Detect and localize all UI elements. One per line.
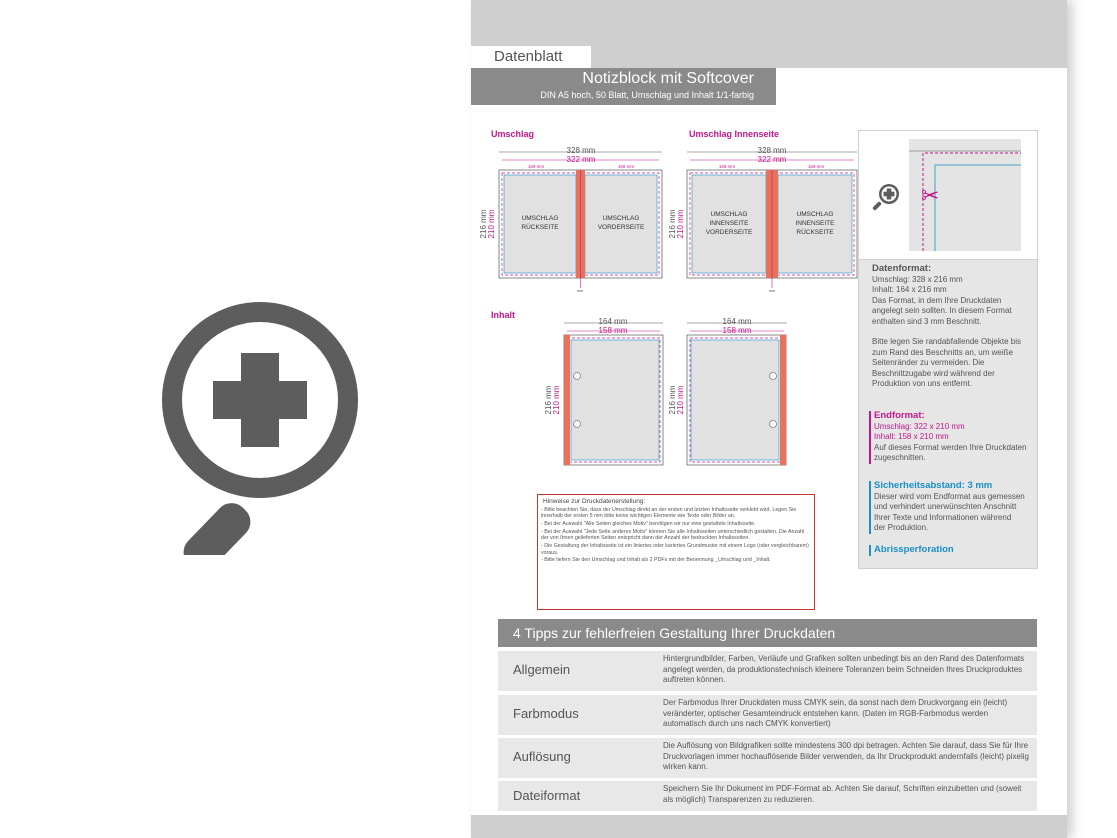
dim-216-inhalt-right: 216 mm: [668, 385, 677, 415]
tip-key: Dateiformat: [513, 788, 581, 803]
cover-back-line2: RÜCKSEITE: [521, 224, 559, 231]
dim-159-right: 159 mm: [617, 164, 635, 169]
tip-row: [498, 781, 1037, 811]
inhalt-label: Inhalt: [491, 310, 515, 320]
sicherheit-line: Ihrer Texte und Informationen während: [874, 512, 1012, 522]
dim-328-inner: 328 mm: [757, 146, 787, 155]
datasheet-tab: Datenblatt: [471, 46, 591, 68]
cover-front-line2: VORDERSEITE: [597, 224, 645, 231]
dim-322: 322 mm: [566, 155, 596, 164]
dim-216-inhalt-left: 216 mm: [544, 385, 553, 415]
tip-row: [498, 738, 1037, 778]
format-info-panel: [858, 130, 1038, 569]
dim-210-inhalt-right: 210 mm: [676, 385, 685, 415]
endformat-line: Umschlag: 322 x 210 mm: [874, 421, 965, 431]
hint-item: - Bei der Auswahl "Alle Seiten gleiches Motiv" benötigen wir nur eine gestaltete Inhaltsseite.: [541, 521, 756, 528]
endformat-line: Inhalt: 158 x 210 mm: [874, 432, 949, 441]
hint-item: - Bitte beachten Sie, dass der Umschlag direkt an der ersten und letzten Inhaltsseite verklebt wird. Legen Sie innerhalb der ersten 5 mm bitte keine wichtigen Elemente wie Texte oder Bilder an.: [541, 507, 797, 520]
tip-row: [498, 695, 1037, 735]
abriss-title: Abrissperforation: [874, 544, 954, 555]
inner-front-line2: INNENSEITE: [709, 220, 749, 227]
datasheet-page: [471, 0, 1067, 838]
hints-list: [541, 507, 809, 565]
endformat-title: Endformat:: [874, 410, 925, 421]
tips-header: 4 Tipps zur fehlerfreien Gestaltung Ihrer Druckdaten: [498, 619, 1037, 647]
datenformat-title: Datenformat:: [872, 263, 932, 274]
product-title: Notizblock mit Softcover: [582, 70, 754, 87]
inner-front-line1: UMSCHLAG: [710, 211, 748, 218]
bleed-line: Seitenränder zu vermeiden. Die: [872, 358, 985, 367]
title-bar: [471, 68, 776, 105]
dim-328: 328 mm: [566, 146, 596, 155]
hint-item: - Bei der Auswahl "Jede Seite anderes Motiv" können Sie alle Inhaltsseiten unterschiedlich gestalten. Die Anzahl der von Ihnen gelieferten Seiten entspricht dann der Anzahl der bedruckten Inhaltsseiten.: [541, 529, 805, 542]
zoom-small-icon[interactable]: [871, 181, 903, 213]
spine-mm-inner: mm: [768, 288, 776, 293]
dim-322-inner: 322 mm: [757, 155, 787, 164]
inner-back-line1: UMSCHLAG: [796, 211, 834, 218]
dim-159-inner-right: 159 mm: [807, 164, 825, 169]
zoom-in-icon[interactable]: [100, 255, 360, 555]
cover-back-line1: UMSCHLAG: [521, 215, 559, 222]
print-hints-box: [537, 494, 815, 610]
spine-mm: mm: [576, 288, 584, 293]
cover-outside-drawing: [479, 146, 662, 293]
dim-159-inner-left: 159 mm: [718, 164, 736, 169]
sicherheit-title: Sicherheitsabstand: 3 mm: [874, 480, 993, 491]
corner-preview: [859, 131, 1037, 260]
bleed-line: Beschnittzugabe wird während der: [872, 368, 995, 378]
tip-text: Speichern Sie Ihr Dokument im PDF-Format ab. Achten Sie darauf, Schriften einzubetten und (soweit als möglich) Transparenzen zu reduzieren.: [663, 784, 1022, 804]
dim-210: 210 mm: [487, 209, 496, 239]
page-top-band: [471, 0, 1067, 46]
dim-216-inner: 216 mm: [668, 209, 677, 239]
sicherheit-line: und verhindert unerwünschten Anschnitt: [874, 502, 1017, 511]
tab-divider: [591, 46, 1067, 68]
tip-key: Auflösung: [513, 749, 571, 764]
datenformat-line: Inhalt: 164 x 216 mm: [872, 285, 947, 294]
inhalt-page-right: [668, 317, 787, 465]
dim-159-left: 159 mm: [527, 164, 545, 169]
sicherheit-block: [869, 481, 1036, 534]
endformat-desc: Auf dieses Format werden Ihre Druckdaten: [874, 442, 1027, 452]
tip-text: Die Auflösung von Bildgrafiken sollte mindestens 300 dpi betragen. Achten Sie darauf, dass Sie für Ihre Druckvorlagen immer hochauflösende Bilder verwenden, da Ihr Druckprodukt andernfalls (leicht) pixelig wirken kann.: [663, 741, 1029, 771]
hint-item: - Bitte liefern Sie den Umschlag und Inhalt als 2 PDFs mit der Benennung _Umschlag und _Inhalt.: [541, 557, 771, 564]
hint-item: - Die Gestaltung der Inhaltsseite ist ein liniertes oder kariertes Grundmuster mit einem Logo (oder vergleichbarem) voraus.: [541, 543, 809, 556]
inner-front-line3: VORDERSEITE: [705, 229, 753, 236]
datenformat-line: enthalten sind 3 mm Beschnitt.: [872, 316, 982, 326]
inner-back-line2: INNENSEITE: [795, 220, 835, 227]
sicherheit-line: Dieser wird vom Endformat aus gemessen: [874, 491, 1025, 501]
endformat-desc: zugeschnitten.: [874, 453, 926, 462]
endformat-block: [869, 411, 1036, 464]
datenformat-line: Umschlag: 328 x 216 mm: [872, 274, 963, 284]
datenformat-line: angelegt sein sollten. In diesem Format: [872, 306, 1012, 315]
dim-164-right: 164 mm: [722, 317, 752, 326]
tip-row: [498, 651, 1037, 691]
dim-210-inhalt-left: 210 mm: [552, 385, 561, 415]
tip-text: Hintergrundbilder, Farben, Verläufe und Grafiken sollten unbedingt bis an den Rand des Datenformats angelegt werden, da produktionstechnisch kleinere Toleranzen beim Schneiden Ihres Druckproduktes auftreten können.: [663, 654, 1025, 684]
tip-key: Farbmodus: [513, 706, 579, 721]
dim-158-right: 158 mm: [722, 326, 752, 335]
inhalt-page-left: [544, 317, 663, 465]
cover-front-line1: UMSCHLAG: [602, 215, 640, 222]
datenformat-block: [872, 264, 1034, 390]
dim-216: 216 mm: [479, 209, 488, 239]
dim-210-inner: 210 mm: [676, 209, 685, 239]
tip-key: Allgemein: [513, 662, 571, 677]
sicherheit-line: der Produktion.: [874, 523, 929, 532]
product-subtitle: DIN A5 hoch, 50 Blatt, Umschlag und Inhalt 1/1-farbig: [540, 90, 754, 100]
datenformat-line: Das Format, in dem Ihre Druckdaten: [872, 295, 1002, 305]
hints-title: Hinweise zur Druckdatenerstellung:: [543, 498, 646, 505]
bleed-line: Bitte legen Sie randabfallende Objekte bis: [872, 337, 1021, 346]
tip-text: Der Farbmodus Ihrer Druckdaten muss CMYK sein, da sonst nach dem Druckvorgang ein (leicht) veränderter, optischer Gesamteindruck entstehen kann. (Daten im RGB-Farbmodus werden automatisch durch uns nach CMYK konvertiert): [663, 698, 1008, 728]
inner-back-line3: RÜCKSEITE: [796, 229, 834, 236]
bleed-line: Produktion von uns entfernt.: [872, 379, 973, 388]
umschlag-innenseite-label: Umschlag Innenseite: [689, 129, 780, 139]
cover-inside-drawing: [668, 146, 857, 293]
bleed-line: zum Rand des Beschnitts an, um weiße: [872, 347, 1013, 357]
dim-164-left: 164 mm: [598, 317, 628, 326]
abriss-block: [869, 545, 1036, 556]
scissors-icon: ✂: [921, 183, 940, 208]
dim-158-left: 158 mm: [598, 326, 628, 335]
umschlag-label: Umschlag: [491, 129, 535, 139]
page-bottom-band: [471, 815, 1067, 838]
